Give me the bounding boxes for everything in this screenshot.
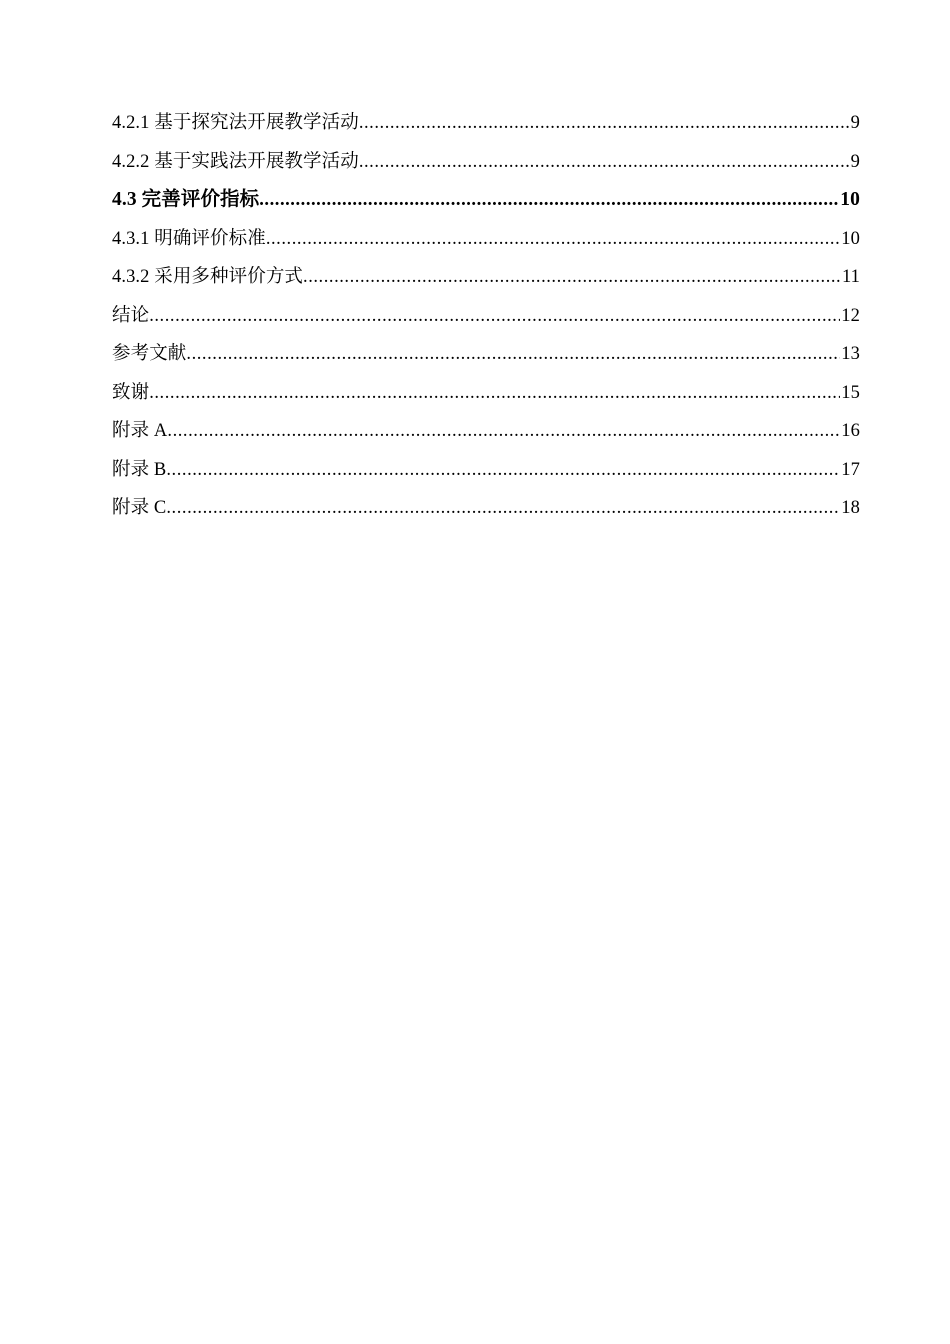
toc-entry-title: 4.2.1 基于探究法开展教学活动: [112, 113, 359, 133]
toc-entry-title: 4.3 完善评价指标: [112, 189, 260, 210]
toc-dot-leader: [359, 104, 850, 143]
toc-entry-page-number: 12: [841, 305, 860, 326]
toc-entry[interactable]: [112, 451, 860, 490]
toc-entry-page-number: 11: [841, 267, 860, 287]
toc-entry-page-number: 15: [841, 382, 860, 403]
toc-entry-title: 附录 A: [112, 421, 168, 441]
toc-entry-title: 附录 C: [112, 498, 167, 518]
toc-entry-page-number: 9: [850, 151, 860, 172]
toc-entry[interactable]: [112, 374, 860, 413]
toc-entry-page-number: 13: [841, 344, 860, 364]
toc-entry-title: 参考文献: [112, 344, 187, 364]
toc-entry-title: 4.3.1 明确评价标准: [112, 228, 266, 249]
toc-entry-title: 4.3.2 采用多种评价方式: [112, 267, 304, 287]
toc-entry-page-number: 9: [850, 113, 860, 133]
toc-dot-leader: [167, 412, 840, 451]
toc-dot-leader: [149, 297, 840, 336]
toc-dot-leader: [303, 258, 841, 297]
toc-entry[interactable]: [112, 181, 860, 220]
toc-entry[interactable]: [112, 412, 860, 451]
toc-dot-leader: [266, 220, 840, 259]
toc-entry[interactable]: [112, 258, 860, 297]
toc-entry-page-number: 10: [840, 189, 860, 210]
toc-entry-page-number: 17: [841, 459, 860, 480]
toc-entry-page-number: 18: [841, 498, 860, 518]
toc-dot-leader: [166, 451, 840, 490]
toc-dot-leader: [186, 335, 840, 374]
toc-dot-leader: [359, 143, 850, 182]
toc-entry-title: 4.2.2 基于实践法开展教学活动: [112, 151, 359, 172]
toc-dot-leader: [259, 181, 839, 220]
toc-entry[interactable]: [112, 143, 860, 182]
toc-dot-leader: [149, 374, 840, 413]
toc-entry-title: 致谢: [112, 382, 150, 403]
toc-entry[interactable]: [112, 335, 860, 374]
toc-dot-leader: [166, 489, 840, 528]
toc-entry[interactable]: [112, 297, 860, 336]
toc-entry-title: 附录 B: [112, 459, 167, 480]
table-of-contents: [112, 104, 860, 528]
toc-entry[interactable]: [112, 489, 860, 528]
toc-entry-page-number: 10: [841, 228, 860, 249]
toc-entry[interactable]: [112, 104, 860, 143]
toc-entry-title: 结论: [112, 305, 150, 326]
toc-entry-page-number: 16: [841, 421, 860, 441]
toc-entry[interactable]: [112, 220, 860, 259]
